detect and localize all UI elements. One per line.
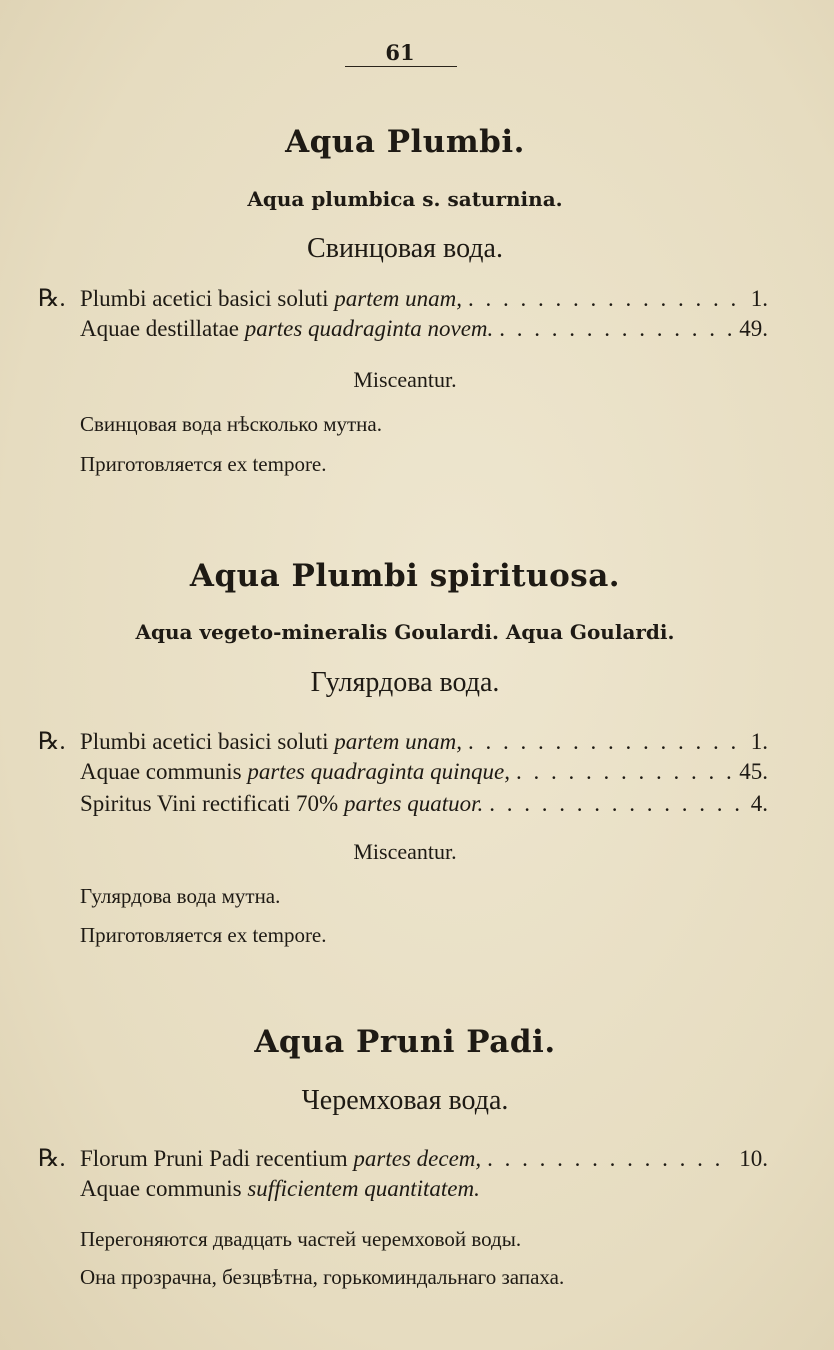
section-subtitle: Aqua plumbica s. saturnina. [247,187,563,211]
ingredient-quantity-text: partes quatuor. [343,791,484,816]
page-number: 61 [385,40,415,65]
section-title: Aqua Plumbi spirituosa. [189,558,621,594]
ingredient-line [38,316,768,350]
ingredient-amount: 49. [739,316,768,341]
ingredient-quantity-text: partem unam, [334,286,463,311]
section-title: Aqua Plumbi. [285,124,525,160]
section-russian-title: Свинцовая вода. [307,233,503,264]
page-number-rule [345,66,457,67]
ingredient-line [38,759,768,793]
ingredient-quantity-text: sufficientem quantitatem. [247,1176,480,1201]
ingredient-quantity-text: partes quadraginta novem. [244,316,494,341]
recipe-symbol: ℞. [38,1146,66,1172]
ingredient-line [38,727,768,761]
misceantur-label: Misceantur. [353,367,457,392]
section-russian-title: Гулярдова вода. [310,667,500,698]
ingredient-quantity-text: partes quadraginta quinque, [247,759,510,784]
ingredient-line [38,284,768,318]
ingredient-amount: 1. [750,286,768,311]
recipe-symbol: ℞. [38,729,66,755]
leader-dots [481,1146,733,1172]
section-subtitle: Aqua vegeto-mineralis Goulardi. Aqua Goulardi. [135,620,675,644]
ingredient-name: Plumbi acetici basici soluti [80,286,329,311]
recipe-symbol: ℞. [38,286,66,312]
ingredient-name: Florum Pruni Padi recentium [80,1146,348,1171]
ingredient-amount: 1. [750,729,768,754]
section-title: Aqua Pruni Padi. [254,1024,556,1060]
ingredient-name: Plumbi acetici basici soluti [80,729,329,754]
leader-dots [483,791,745,817]
ingredient-quantity-text: partes decem, [353,1146,482,1171]
leader-dots [462,286,745,312]
ingredient-line [38,1176,768,1210]
leader-dots [510,759,733,785]
note-line: Свинцовая вода нѣсколько мутна. [80,412,382,436]
section-russian-title: Черемховая вода. [301,1085,509,1116]
ingredient-amount: 10. [739,1146,768,1171]
leader-dots [462,729,745,755]
ingredient-amount: 45. [739,759,768,784]
ingredient-name: Aquae communis [80,759,242,784]
ingredient-name: Aquae communis [80,1176,242,1201]
ingredient-name: Spiritus Vini rectificati 70% [80,791,339,816]
leader-dots [493,316,733,342]
ingredient-line [38,1144,768,1178]
ingredient-quantity-text: partem unam, [334,729,463,754]
ingredient-line [38,791,768,825]
ingredient-amount: 4. [750,791,768,816]
note-line: Приготовляется ex tempore. [80,923,327,947]
note-line: Перегоняются двадцать частей черемховой воды. [80,1227,522,1251]
note-line: Приготовляется ex tempore. [80,452,327,476]
note-line: Гулярдова вода мутна. [80,884,281,908]
note-line: Она прозрачна, безцвѣтна, горькоминдальнаго запаха. [80,1265,565,1289]
misceantur-label: Misceantur. [353,839,457,864]
ingredient-name: Aquae destillatae [80,316,240,341]
